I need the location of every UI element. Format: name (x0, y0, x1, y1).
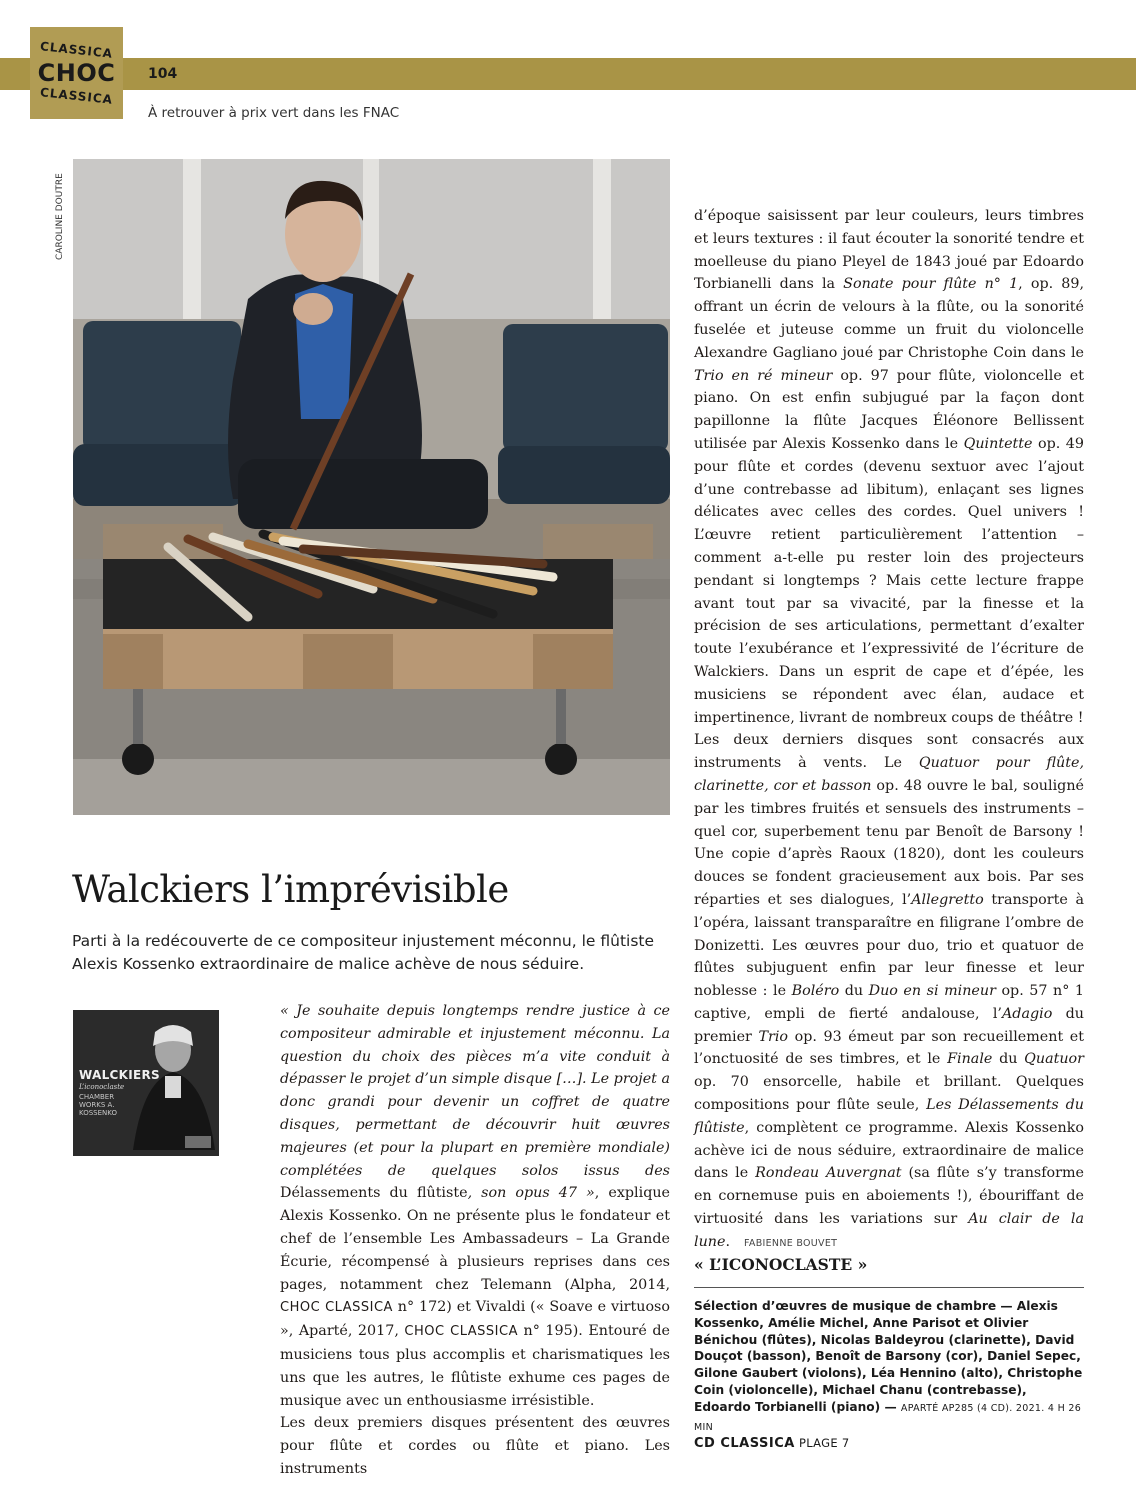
logo-choc-text: CHOC (37, 59, 116, 87)
col3-b5: op. 57 n° 1 captive, empli de fierté andalouse, l’ (694, 983, 1084, 1022)
column-2-paragraph-2: Les deux premiers disques présentent des œuvres pour flûte et cordes ou flûte et piano. Les instruments (280, 1415, 670, 1477)
album-box-details (694, 1298, 1084, 1436)
column-3-paragraph-1 (694, 205, 1084, 729)
work-quatuor: Quatuor (1024, 1051, 1085, 1068)
article-lede: Parti à la redécouverte de ce compositeur injustement méconnu, le flûtiste Alexis Kossenko extraordinaire de malice achève de nous séduire. (72, 932, 655, 973)
col3-a1: d’époque saisissent par leur couleurs, leurs timbres et leurs textures : il faut écouter la sonorité tendre et moelleuse du piano Pleyel de 1843 joué par Edoardo Torbianelli dans la (694, 208, 1084, 293)
col2-text-2: n° 172) et Vivaldi (« Soave e virtuoso », Aparté, 2017, (280, 1299, 670, 1340)
work-allegretto: Allegretto (911, 891, 984, 908)
column-2-paragraph-1 (280, 1000, 670, 1412)
work-duo-si-mineur: Duo en si mineur (868, 983, 996, 1000)
work-finale: Finale (947, 1051, 993, 1068)
work-quintette: Quintette (963, 435, 1033, 452)
article-title: Walckiers l’imprévisible (72, 868, 509, 911)
column-3-paragraph-2 (694, 729, 1084, 1255)
col3-b6: du premier (694, 1005, 1085, 1045)
work-quatuor-vents: Quatuor pour flûte, clarinette, cor et basson (694, 755, 1084, 794)
work-trio: Trio (758, 1028, 789, 1045)
article-column-3 (694, 205, 1084, 1256)
choc-classica-mention-1: CHOC CLASSICA (280, 1300, 393, 1316)
col3-b9: op. 70 ensorcelle, habile et brillant. Quelques compositions pour flûte seule, (694, 1074, 1084, 1114)
album-box-divider (694, 1287, 1084, 1288)
col3-a3: op. 97 pour flûte, violoncelle et piano. On est enfin subjugué par la façon dont papillonne la flûte Jacques Éléonore Bellissent utilisée par Alexis Kossenko dans le (694, 367, 1084, 452)
album-cover-label-logo (185, 1136, 211, 1148)
col3-a4: op. 49 pour flûte et cordes (devenu sextuor avec l’ajout d’une contrebasse ad libitum), enlaçant ses lignes délicates avec celles des cordes. Quel univers ! L’œuvre retient particulièrement l’attention – comment a-t-elle pu rester loin des projecteurs pendant si longtemps ? Mais cette lecture frappe avant tout par sa vivacité, par la finesse et la précision de ses articulations, permettant d’exalter toute l’exubérance et l’expressivité de l’écriture de Walckiers. Dans un esprit de cape et d’épée, les musiciens se répondent avec élan, audace et impertinence, livrant de nombreux coups de théâtre ! (694, 435, 1084, 726)
quote-work-title: Délassements du flûtiste (280, 1185, 468, 1202)
work-rondeau: Rondeau Auvergnat (755, 1165, 902, 1182)
quote-part-2: , son opus 47 » (467, 1185, 595, 1202)
album-box-heading: « L’ICONOCLASTE » (694, 1255, 868, 1274)
col3-b2: op. 48 ouvre le bal, souligné par les timbres fruités et sensuels des instruments – quel cor, superbement tenu par Benoît de Barsony ! Une copie d’après Raoux (1820), dont les couleurs douces se fondent gracieusement aux bois. Par ses réparties et ses dialogues, l’ (694, 777, 1084, 908)
col2-text-3: n° 195). Entouré de musiciens tous plus accomplis et charismatiques les uns que les autres, le flûtiste exhume ces pages de musique avec un enthousiasme irrésistible. (280, 1323, 670, 1409)
quote-part-1: « Je souhaite depuis longtemps rendre justice à ce compositeur admirable et injustement méconnu. La question du choix des pièces m’a vite conduit à dépasser le projet d’un simple disque […]. Le projet a donc grandi pour devenir un coffret de quatre disques, permettant de découvrir huit œuvres majeures (et pour la plupart en première mondiale) complétées de quelques solos issus des (280, 1003, 670, 1179)
work-trio-re-mineur: Trio en ré mineur (694, 367, 833, 384)
col3-b3: transporte à l’opéra, laissant transparaître en filigrane l’ombre de Donizetti. Les œuvres pour duo, trio et quatuor de flûtes subjuguent enfin par leur finesse et leur noblesse : le (694, 891, 1085, 1000)
cd-classica-track (694, 1436, 850, 1451)
work-adagio: Adagio (1001, 1005, 1053, 1022)
col3-b4: du (839, 983, 869, 1000)
work-bolero: Boléro (791, 983, 840, 1000)
col3-b11: (sa flûte s’y transforme en cornemuse puis en aboiements !), ébouriffant de virtuosité dans les variations sur (694, 1165, 1084, 1228)
col3-b12: . (725, 1233, 730, 1250)
album-cover (73, 1010, 219, 1156)
col3-b1: Les deux derniers disques sont consacrés aux instruments à vents. Le (694, 732, 1084, 772)
work-au-clair: Au clair de la lune (694, 1211, 1084, 1250)
author-signature: FABIENNE BOUVET (744, 1237, 838, 1249)
album-box-credits: Sélection d’œuvres de musique de chambre — Alexis Kossenko, Amélie Michel, Anne Parisot et Olivier Bénichou (flûtes), Nicolas Baldeyrou (clarinette), David Douçot (basson), Benoît de Barsony (cor), Daniel Sepec, Gilone Gaubert (violons), Léa Hennino (alto), Christophe Coin (violoncelle), Michael Chanu (contrebasse), Edoardo Torbianelli (piano) — (694, 1299, 1083, 1414)
logo-top-text: CLASSICA (39, 39, 114, 61)
artist-photo (73, 159, 670, 815)
plage-number: PLAGE 7 (798, 1436, 850, 1450)
col3-a2: , op. 89, offrant un écrin de velours à la flûte, ou la sonorité fuselée et juteuse comme un fruit du violoncelle Alexandre Gagliano joué par Christophe Coin dans le (694, 276, 1084, 361)
photo-credit: CAROLINE DOUTRE (55, 173, 65, 260)
album-cover-subtitle: L’iconoclaste (79, 1083, 125, 1091)
col3-b10: , complètent ce programme. Alexis Kossenko achève ici de nous séduire, extraordinaire de malice dans le (694, 1119, 1084, 1182)
col3-b8: du (992, 1051, 1025, 1068)
artist-photo-illustration (73, 159, 670, 815)
album-cover-text: CHAMBER WORKS A. KOSSENKO (79, 1093, 117, 1117)
cd-classica-label: CD CLASSICA (694, 1436, 795, 1451)
article-column-2 (280, 1000, 670, 1481)
choc-classica-logo (30, 27, 123, 119)
page-number: 104 (148, 66, 178, 82)
choc-classica-mention-2: CHOC CLASSICA (404, 1324, 518, 1340)
logo-bottom-text: CLASSICA (39, 85, 114, 107)
album-cover-title: WALCKIERS (79, 1068, 160, 1082)
work-sonate: Sonate pour flûte n° 1 (843, 276, 1019, 293)
col2-text-1: , explique Alexis Kossenko. On ne présente plus le fondateur et chef de l’ensemble Les Ambassadeurs – La Grande Écurie, récompensé à plusieurs reprises dans ces pages, notamment chez Telemann (Alpha, 2014, (280, 1185, 671, 1293)
fnac-note: À retrouver à prix vert dans les FNAC (148, 105, 400, 121)
work-delassements: Les Délassements du flûtiste (694, 1097, 1084, 1136)
col3-b7: op. 93 émeut par son recueillement et l’onctuosité de ses timbres, et le (694, 1028, 1084, 1068)
album-box-label: APARTÉ AP285 (4 CD). 2021. 4 H 26 MIN (694, 1402, 1082, 1433)
